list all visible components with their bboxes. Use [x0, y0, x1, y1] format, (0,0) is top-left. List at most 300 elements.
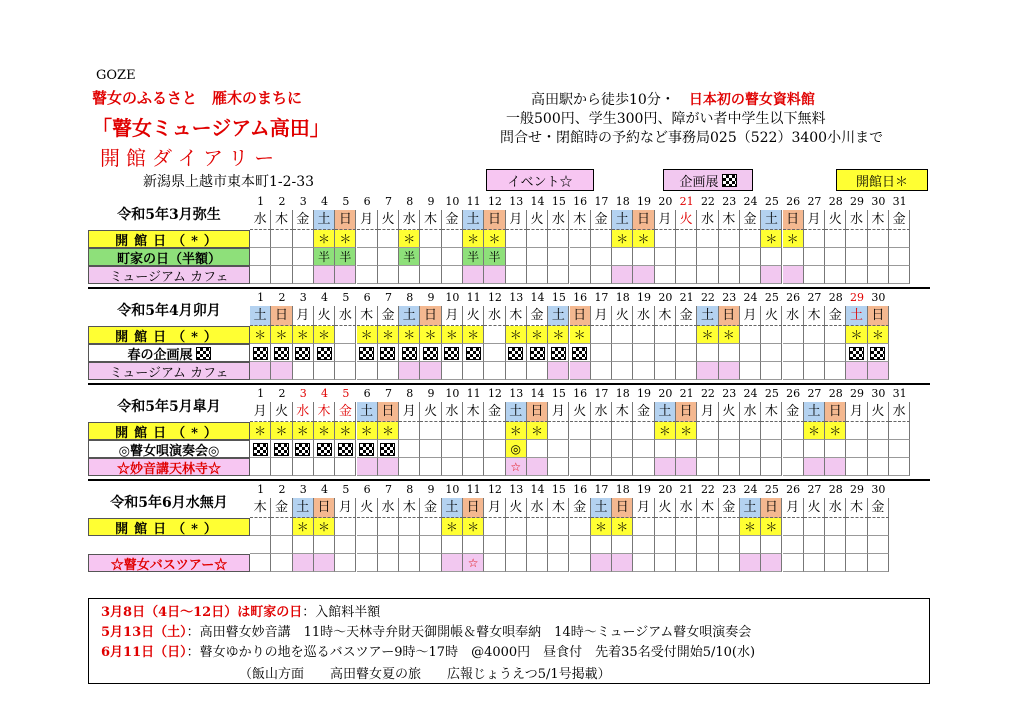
- calendar-cell: [889, 248, 910, 266]
- day-number: 7: [384, 387, 392, 400]
- calendar-cell: [506, 362, 527, 380]
- calendar-cell: [271, 248, 292, 266]
- calendar-cell: ＊: [761, 518, 782, 536]
- day-number: 15: [551, 483, 566, 496]
- row-label: 開館日（*）: [88, 422, 250, 440]
- calendar-cell: [314, 362, 335, 380]
- calendar-cell: [804, 344, 825, 362]
- calendar-cell: ＊: [314, 230, 335, 248]
- calendar-cell: [825, 554, 846, 572]
- weekday-cell: 金: [335, 402, 356, 422]
- calendar-cell: [719, 440, 740, 458]
- weekday-cell: 木: [655, 306, 676, 326]
- calendar-cell: 半: [463, 248, 484, 266]
- weekday-cell: 土: [399, 306, 420, 326]
- calendar-cell: [293, 248, 314, 266]
- weekday-cell: 金: [591, 210, 612, 230]
- day-number: 15: [551, 291, 566, 304]
- calendar-cell: [548, 458, 569, 476]
- calendar-cell: [655, 362, 676, 380]
- weekday-cell: 火: [868, 402, 889, 422]
- calendar-cell: [293, 440, 314, 458]
- weekday-cell: 日: [676, 402, 697, 422]
- weekday-cell: 土: [697, 306, 718, 326]
- day-number: 24: [743, 195, 758, 208]
- calendar-cell: [783, 458, 804, 476]
- calendar-cell: ＊: [293, 326, 314, 344]
- month-label: 令和5年3月弥生: [117, 207, 221, 223]
- calendar-cell: [548, 440, 569, 458]
- calendar-cell: ＊: [335, 422, 356, 440]
- calendar-cell: [761, 266, 782, 284]
- day-number: 13: [509, 387, 524, 400]
- calendar-cell: ＊: [357, 422, 378, 440]
- calendar-cell: [655, 344, 676, 362]
- calendar-cell: [420, 536, 441, 554]
- calendar-cell: [484, 554, 505, 572]
- calendar-cell: [484, 422, 505, 440]
- calendar-cell: [846, 230, 867, 248]
- day-number: 7: [384, 195, 392, 208]
- weekday-cell: 土: [442, 498, 463, 518]
- calendar-cell: [399, 518, 420, 536]
- calendar-cell: [676, 536, 697, 554]
- calendar-cell: [868, 554, 889, 572]
- day-number: 9: [427, 483, 435, 496]
- calendar-cell: [612, 266, 633, 284]
- note-2-text: ：高田瞽女妙音講 11時〜天林寺弁財天御開帳＆瞽女唄奉納 14時〜ミュージアム瞽女唄演奏会: [186, 625, 752, 640]
- weekday-cell: 日: [335, 210, 356, 230]
- weekday-cell: 金: [420, 498, 441, 518]
- calendar-cell: [633, 422, 654, 440]
- calendar-cell: [612, 362, 633, 380]
- day-number: 27: [807, 291, 822, 304]
- day-number: 7: [384, 483, 392, 496]
- calendar-cell: [804, 248, 825, 266]
- calendar-cell: ＊: [250, 326, 271, 344]
- checkered-flag-icon: [722, 174, 737, 187]
- calendar-cell: [399, 266, 420, 284]
- calendar-cell: [633, 554, 654, 572]
- calendar-cell: [506, 518, 527, 536]
- day-number: 25: [764, 195, 779, 208]
- calendar-cell: [442, 422, 463, 440]
- weekday-cell: 土: [740, 498, 761, 518]
- weekday-cell: 月: [250, 402, 271, 422]
- day-number: 29: [850, 195, 865, 208]
- calendar-cell: [719, 230, 740, 248]
- tagline: 瞽女のふるさと 雁木のまちに: [92, 89, 303, 107]
- weekday-cell: 木: [570, 210, 591, 230]
- calendar-cell: [804, 458, 825, 476]
- calendar-cell: [378, 248, 399, 266]
- weekday-cell: 木: [357, 306, 378, 326]
- day-number: 21: [679, 387, 694, 400]
- calendar-cell: [463, 422, 484, 440]
- note-4: [239, 663, 611, 682]
- day-number: 15: [551, 387, 566, 400]
- calendar-cell: [697, 554, 718, 572]
- calendar-cell: [633, 344, 654, 362]
- calendar-cell: [314, 554, 335, 572]
- day-number: 26: [786, 195, 801, 208]
- calendar-cell: [825, 440, 846, 458]
- day-number: 1: [257, 291, 265, 304]
- calendar-cell: [357, 440, 378, 458]
- checkered-flag-icon: [253, 443, 268, 456]
- row-label: 春の企画展: [88, 344, 250, 362]
- weekday-cell: 日: [825, 402, 846, 422]
- access-highlight: 日本初の瞽女資料館: [688, 92, 815, 108]
- calendar-cell: [420, 266, 441, 284]
- calendar-cell: [783, 440, 804, 458]
- calendar-cell: [527, 554, 548, 572]
- calendar-cell: ＊: [570, 326, 591, 344]
- weekday-cell: 金: [719, 498, 740, 518]
- calendar-cell: [846, 266, 867, 284]
- calendar-cell: [314, 536, 335, 554]
- month-separator: [88, 287, 930, 289]
- calendar-cell: [591, 458, 612, 476]
- weekday-cell: 火: [676, 210, 697, 230]
- calendar-cell: ＊: [548, 326, 569, 344]
- day-number: 24: [743, 483, 758, 496]
- weekday-cell: 日: [314, 498, 335, 518]
- row-label: ☆妙音講天林寺☆: [88, 458, 250, 476]
- day-number: 12: [487, 483, 502, 496]
- calendar-cell: [633, 248, 654, 266]
- calendar-cell: [570, 458, 591, 476]
- calendar-cell: [633, 518, 654, 536]
- calendar-cell: [463, 266, 484, 284]
- legend-open-day: [836, 169, 928, 191]
- note-2: [101, 621, 751, 640]
- calendar-cell: [825, 344, 846, 362]
- day-number: 18: [615, 387, 630, 400]
- calendar-cell: [314, 344, 335, 362]
- calendar-cell: [825, 518, 846, 536]
- calendar-cell: [314, 458, 335, 476]
- weekday-cell: 日: [783, 210, 804, 230]
- weekday-cell: 日: [719, 306, 740, 326]
- day-number: 9: [427, 387, 435, 400]
- weekday-cell: 金: [378, 306, 399, 326]
- calendar-cell: ＊: [420, 326, 441, 344]
- weekday-cell: 火: [527, 210, 548, 230]
- calendar-cell: [804, 362, 825, 380]
- weekday-cell: 水: [825, 498, 846, 518]
- calendar-cell: [335, 518, 356, 536]
- weekday-cell: 土: [548, 306, 569, 326]
- weekday-cell: 火: [420, 402, 441, 422]
- weekday-cell: 金: [271, 498, 292, 518]
- weekday-cell: 木: [719, 210, 740, 230]
- calendar-cell: [293, 554, 314, 572]
- calendar-cell: ＊: [314, 518, 335, 536]
- calendar-cell: [719, 458, 740, 476]
- calendar-cell: [293, 230, 314, 248]
- calendar-cell: [527, 344, 548, 362]
- day-number: 4: [321, 291, 329, 304]
- weekday-cell: 月: [846, 402, 867, 422]
- calendar-cell: [804, 326, 825, 344]
- calendar-cell: [719, 266, 740, 284]
- calendar-cell: [655, 518, 676, 536]
- calendar-cell: [804, 554, 825, 572]
- checkered-flag-icon: [359, 347, 374, 360]
- weekday-cell: 火: [570, 402, 591, 422]
- calendar-cell: [271, 536, 292, 554]
- calendar-cell: [655, 326, 676, 344]
- day-number: 26: [786, 291, 801, 304]
- note-1-text: ：入館料半額: [302, 605, 381, 620]
- calendar-cell: [378, 458, 399, 476]
- day-number: 11: [466, 483, 481, 496]
- calendar-cell: [740, 326, 761, 344]
- calendar-cell: [825, 230, 846, 248]
- calendar-cell: [825, 536, 846, 554]
- calendar-cell: [420, 458, 441, 476]
- calendar-cell: ＊: [612, 230, 633, 248]
- day-number: 6: [363, 291, 371, 304]
- note-2-highlight: 5月13日（土）: [101, 625, 187, 640]
- weekday-cell: 土: [591, 498, 612, 518]
- weekday-cell: 月: [293, 306, 314, 326]
- weekday-cell: 金: [740, 210, 761, 230]
- weekday-cell: 木: [506, 306, 527, 326]
- weekday-cell: 木: [271, 210, 292, 230]
- calendar-cell: ＊: [399, 326, 420, 344]
- checkered-flag-icon: [423, 347, 438, 360]
- calendar-cell: [868, 440, 889, 458]
- access-text: 高田駅から徒歩10分・: [531, 92, 675, 108]
- calendar-cell: [740, 536, 761, 554]
- calendar-cell: [719, 422, 740, 440]
- weekday-cell: 水: [293, 402, 314, 422]
- calendar-cell: [783, 266, 804, 284]
- calendar-cell: [484, 536, 505, 554]
- day-number: 30: [871, 195, 886, 208]
- day-number: 16: [573, 387, 588, 400]
- calendar-cell: [357, 458, 378, 476]
- weekday-cell: 水: [442, 402, 463, 422]
- calendar-cell: [719, 344, 740, 362]
- weekday-cell: 火: [655, 498, 676, 518]
- day-number: 17: [594, 291, 609, 304]
- weekday-cell: 土: [612, 210, 633, 230]
- calendar-cell: ＊: [463, 326, 484, 344]
- day-number: 11: [466, 291, 481, 304]
- calendar-cell: 半: [335, 248, 356, 266]
- weekday-cell: 日: [761, 498, 782, 518]
- calendar-cell: [484, 344, 505, 362]
- calendar-cell: [250, 518, 271, 536]
- calendar-cell: [825, 458, 846, 476]
- calendar-cell: [761, 554, 782, 572]
- checkered-flag-icon: [196, 347, 211, 360]
- day-number: 9: [427, 195, 435, 208]
- day-number: 28: [828, 291, 843, 304]
- calendar-cell: [804, 230, 825, 248]
- calendar-cell: [633, 266, 654, 284]
- day-number: 28: [828, 195, 843, 208]
- day-number: 8: [406, 291, 414, 304]
- calendar-cell: [250, 248, 271, 266]
- address: 新潟県上越市東本町1-2-33: [143, 174, 315, 190]
- calendar-cell: [591, 326, 612, 344]
- legend-exhibit-label: 企画展: [679, 174, 719, 190]
- calendar-cell: [293, 458, 314, 476]
- weekday-cell: 月: [783, 498, 804, 518]
- calendar-cell: [846, 248, 867, 266]
- calendar-cell: ☆: [463, 554, 484, 572]
- weekday-cell: 火: [378, 210, 399, 230]
- weekday-cell: 日: [612, 498, 633, 518]
- calendar-cell: ☆: [506, 458, 527, 476]
- day-number: 30: [871, 291, 886, 304]
- day-number: 29: [850, 387, 865, 400]
- calendar-cell: [697, 518, 718, 536]
- calendar-cell: ＊: [506, 326, 527, 344]
- calendar-cell: [591, 554, 612, 572]
- calendar-cell: ＊: [357, 326, 378, 344]
- calendar-cell: 半: [314, 248, 335, 266]
- calendar-cell: [612, 248, 633, 266]
- checkered-flag-icon: [274, 347, 289, 360]
- weekday-cell: 水: [783, 306, 804, 326]
- calendar-cell: [889, 266, 910, 284]
- calendar-cell: [570, 440, 591, 458]
- note-1-highlight: 3月8日（4日〜12日）は町家の日: [101, 605, 303, 620]
- weekday-cell: 月: [804, 210, 825, 230]
- day-number: 23: [722, 483, 737, 496]
- calendar-cell: ＊: [527, 326, 548, 344]
- calendar-cell: [740, 554, 761, 572]
- weekday-cell: 土: [250, 306, 271, 326]
- weekday-cell: 土: [506, 402, 527, 422]
- calendar-cell: [697, 362, 718, 380]
- access-info: [531, 89, 815, 109]
- calendar-cell: ◎: [506, 440, 527, 458]
- checkered-flag-icon: [551, 347, 566, 360]
- calendar-cell: [740, 440, 761, 458]
- weekday-cell: 水: [378, 498, 399, 518]
- weekday-cell: 火: [463, 306, 484, 326]
- calendar-cell: [442, 458, 463, 476]
- calendar-cell: [335, 554, 356, 572]
- calendar-cell: [783, 326, 804, 344]
- calendar-cell: ＊: [527, 422, 548, 440]
- calendar-cell: [357, 362, 378, 380]
- day-number: 13: [509, 483, 524, 496]
- row-label: 開館日（*）: [88, 518, 250, 536]
- calendar-cell: [591, 536, 612, 554]
- calendar-cell: [250, 554, 271, 572]
- weekday-cell: 木: [250, 498, 271, 518]
- day-number: 14: [530, 291, 545, 304]
- calendar-cell: [484, 266, 505, 284]
- calendar-cell: [335, 344, 356, 362]
- calendar-cell: [825, 248, 846, 266]
- calendar-cell: [868, 536, 889, 554]
- calendar-cell: [846, 422, 867, 440]
- calendar-cell: [378, 518, 399, 536]
- day-number: 16: [573, 195, 588, 208]
- calendar-cell: ＊: [484, 230, 505, 248]
- weekday-cell: 月: [697, 402, 718, 422]
- calendar-cell: [783, 518, 804, 536]
- calendar-cell: [420, 422, 441, 440]
- calendar-cell: ＊: [293, 422, 314, 440]
- calendar-cell: [250, 266, 271, 284]
- weekday-cell: 木: [420, 210, 441, 230]
- calendar-cell: [399, 422, 420, 440]
- weekday-cell: 日: [570, 306, 591, 326]
- calendar-cell: [271, 458, 292, 476]
- calendar-cell: [548, 362, 569, 380]
- calendar-cell: [868, 230, 889, 248]
- day-number: 19: [637, 195, 652, 208]
- calendar-cell: [399, 458, 420, 476]
- calendar-cell: ＊: [676, 422, 697, 440]
- calendar-cell: [612, 440, 633, 458]
- weekday-cell: 水: [484, 306, 505, 326]
- day-number: 10: [445, 195, 460, 208]
- month-label: 令和5年6月水無月: [110, 495, 228, 511]
- calendar-cell: [484, 326, 505, 344]
- calendar-cell: [783, 422, 804, 440]
- calendar-cell: ＊: [740, 518, 761, 536]
- calendar-cell: [612, 326, 633, 344]
- day-number: 6: [363, 195, 371, 208]
- weekday-cell: 金: [570, 498, 591, 518]
- calendar-cell: [591, 362, 612, 380]
- calendar-cell: [740, 344, 761, 362]
- calendar-cell: ＊: [591, 518, 612, 536]
- calendar-cell: [570, 230, 591, 248]
- calendar-cell: [740, 266, 761, 284]
- day-number: 18: [615, 483, 630, 496]
- calendar-cell: [697, 344, 718, 362]
- weekday-cell: 日: [484, 210, 505, 230]
- calendar-cell: [271, 554, 292, 572]
- calendar-cell: [420, 362, 441, 380]
- row-label: ミュージアム カフェ: [88, 362, 250, 380]
- calendar-cell: [889, 440, 910, 458]
- day-number: 11: [466, 195, 481, 208]
- day-number: 14: [530, 387, 545, 400]
- calendar-cell: [484, 440, 505, 458]
- checkered-flag-icon: [295, 347, 310, 360]
- day-number: 27: [807, 195, 822, 208]
- calendar-cell: ＊: [633, 230, 654, 248]
- weekday-cell: 火: [271, 402, 292, 422]
- legend-event: [486, 169, 594, 191]
- weekday-cell: 日: [463, 498, 484, 518]
- calendar-cell: [357, 266, 378, 284]
- calendar-cell: [271, 266, 292, 284]
- calendar-cell: [761, 248, 782, 266]
- calendar-cell: [399, 536, 420, 554]
- calendar-cell: [378, 344, 399, 362]
- calendar-cell: [697, 440, 718, 458]
- calendar-cell: [868, 518, 889, 536]
- checkered-flag-icon: [359, 443, 374, 456]
- calendar-cell: ＊: [463, 230, 484, 248]
- calendar-cell: [612, 458, 633, 476]
- calendar-cell: [676, 326, 697, 344]
- weekday-cell: 水: [846, 210, 867, 230]
